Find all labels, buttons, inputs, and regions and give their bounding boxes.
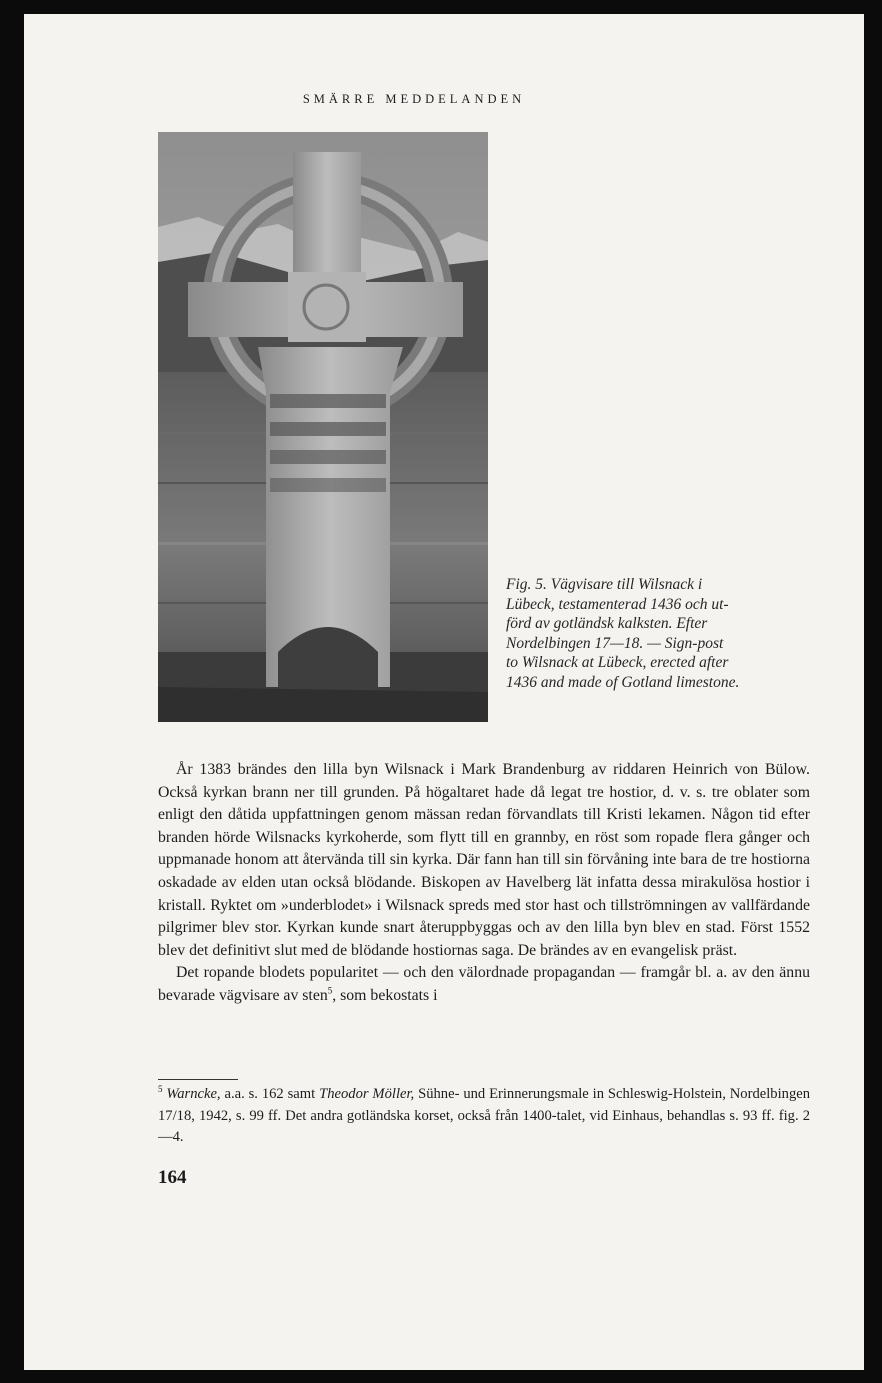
footnote-reference[interactable]: 5: [327, 985, 333, 996]
stone-cross-photo: [158, 132, 488, 722]
paragraph-2-text-end: , som bekostats i: [332, 986, 438, 1004]
figure-photo-stone-cross: [158, 132, 488, 722]
caption-line: to Wilsnack at Lübeck, erected after: [506, 654, 729, 671]
footnote-author-2: Theodor Möller,: [319, 1086, 415, 1102]
body-text: [158, 759, 810, 1008]
caption-line: 1436 and made of Gotland limestone.: [506, 673, 740, 691]
book-page: [24, 14, 864, 1370]
footnote-author: Warncke,: [166, 1086, 221, 1102]
caption-line: Lübeck, testamenterad 1436 och ut-: [506, 595, 729, 613]
footnote-divider: [158, 1079, 238, 1080]
page-number: 164: [158, 1167, 187, 1188]
figure-caption: [506, 575, 806, 692]
paragraph-2: [158, 962, 810, 1007]
running-head: SMÄRRE MEDDELANDEN: [302, 92, 526, 106]
paragraph-1: År 1383 brändes den lilla byn Wilsnack i Mark Brandenburg av riddaren Heinrich von Bülow. Också kyrkan brann ner till grunden. På högaltaret hade då legat tre hostior, d. v. s. tre oblater som enligt den dåtida uppfattningen genom mässan redan förvandlats till Kristi lekamen. Någon tid efter branden hörde Wilsnacks kyrkoherde, som flytt till en grannby, en röst som ropade flera gånger och uppmanade honom att återvända till sin kyrka. Där fann han till sin förvåning inte bara de tre hostiorna oskadade av elden utan också blödande. Biskopen av Havelberg lät infatta dessa mirakulösa hostior i kristall. Ryktet om »underblodet» i Wilsnack spreds med stor hast och tillströmningen av vallfärdande pilgrimer blev stor. Kyrkan kunde snart återuppbyggas och av den lilla byn blev en stad. Först 1552 blev det definitivt slut med de blödande hostiornas saga. De brändes av en evangelisk präst.: [158, 761, 810, 959]
caption-line: förd av gotländsk kalksten. Efter: [506, 615, 708, 632]
footnote: [158, 1084, 810, 1149]
footnote-marker: 5: [158, 1084, 163, 1095]
footnote-ref: a.a. s. 162 samt: [220, 1086, 320, 1102]
caption-line: Fig. 5. Vägvisare till Wilsnack i: [506, 576, 703, 593]
footnote-text: Sühne- und Erinnerungsmale in Schleswig-Holstein, Nordelbingen 17/18, 1942, s. 99 ff. Det andra gotländska korset, också från 1400-talet, vid Einhaus, behandlas s. 93 ff. fig. 2—4.: [158, 1086, 811, 1145]
paragraph-2-text: Det ropande blodets popularitet — och den välordnade propagandan — framgår bl. a. av den ännu bevarade vägvisare av sten: [158, 964, 810, 1004]
caption-line: Nordelbingen 17—18. — Sign-post: [506, 634, 724, 652]
